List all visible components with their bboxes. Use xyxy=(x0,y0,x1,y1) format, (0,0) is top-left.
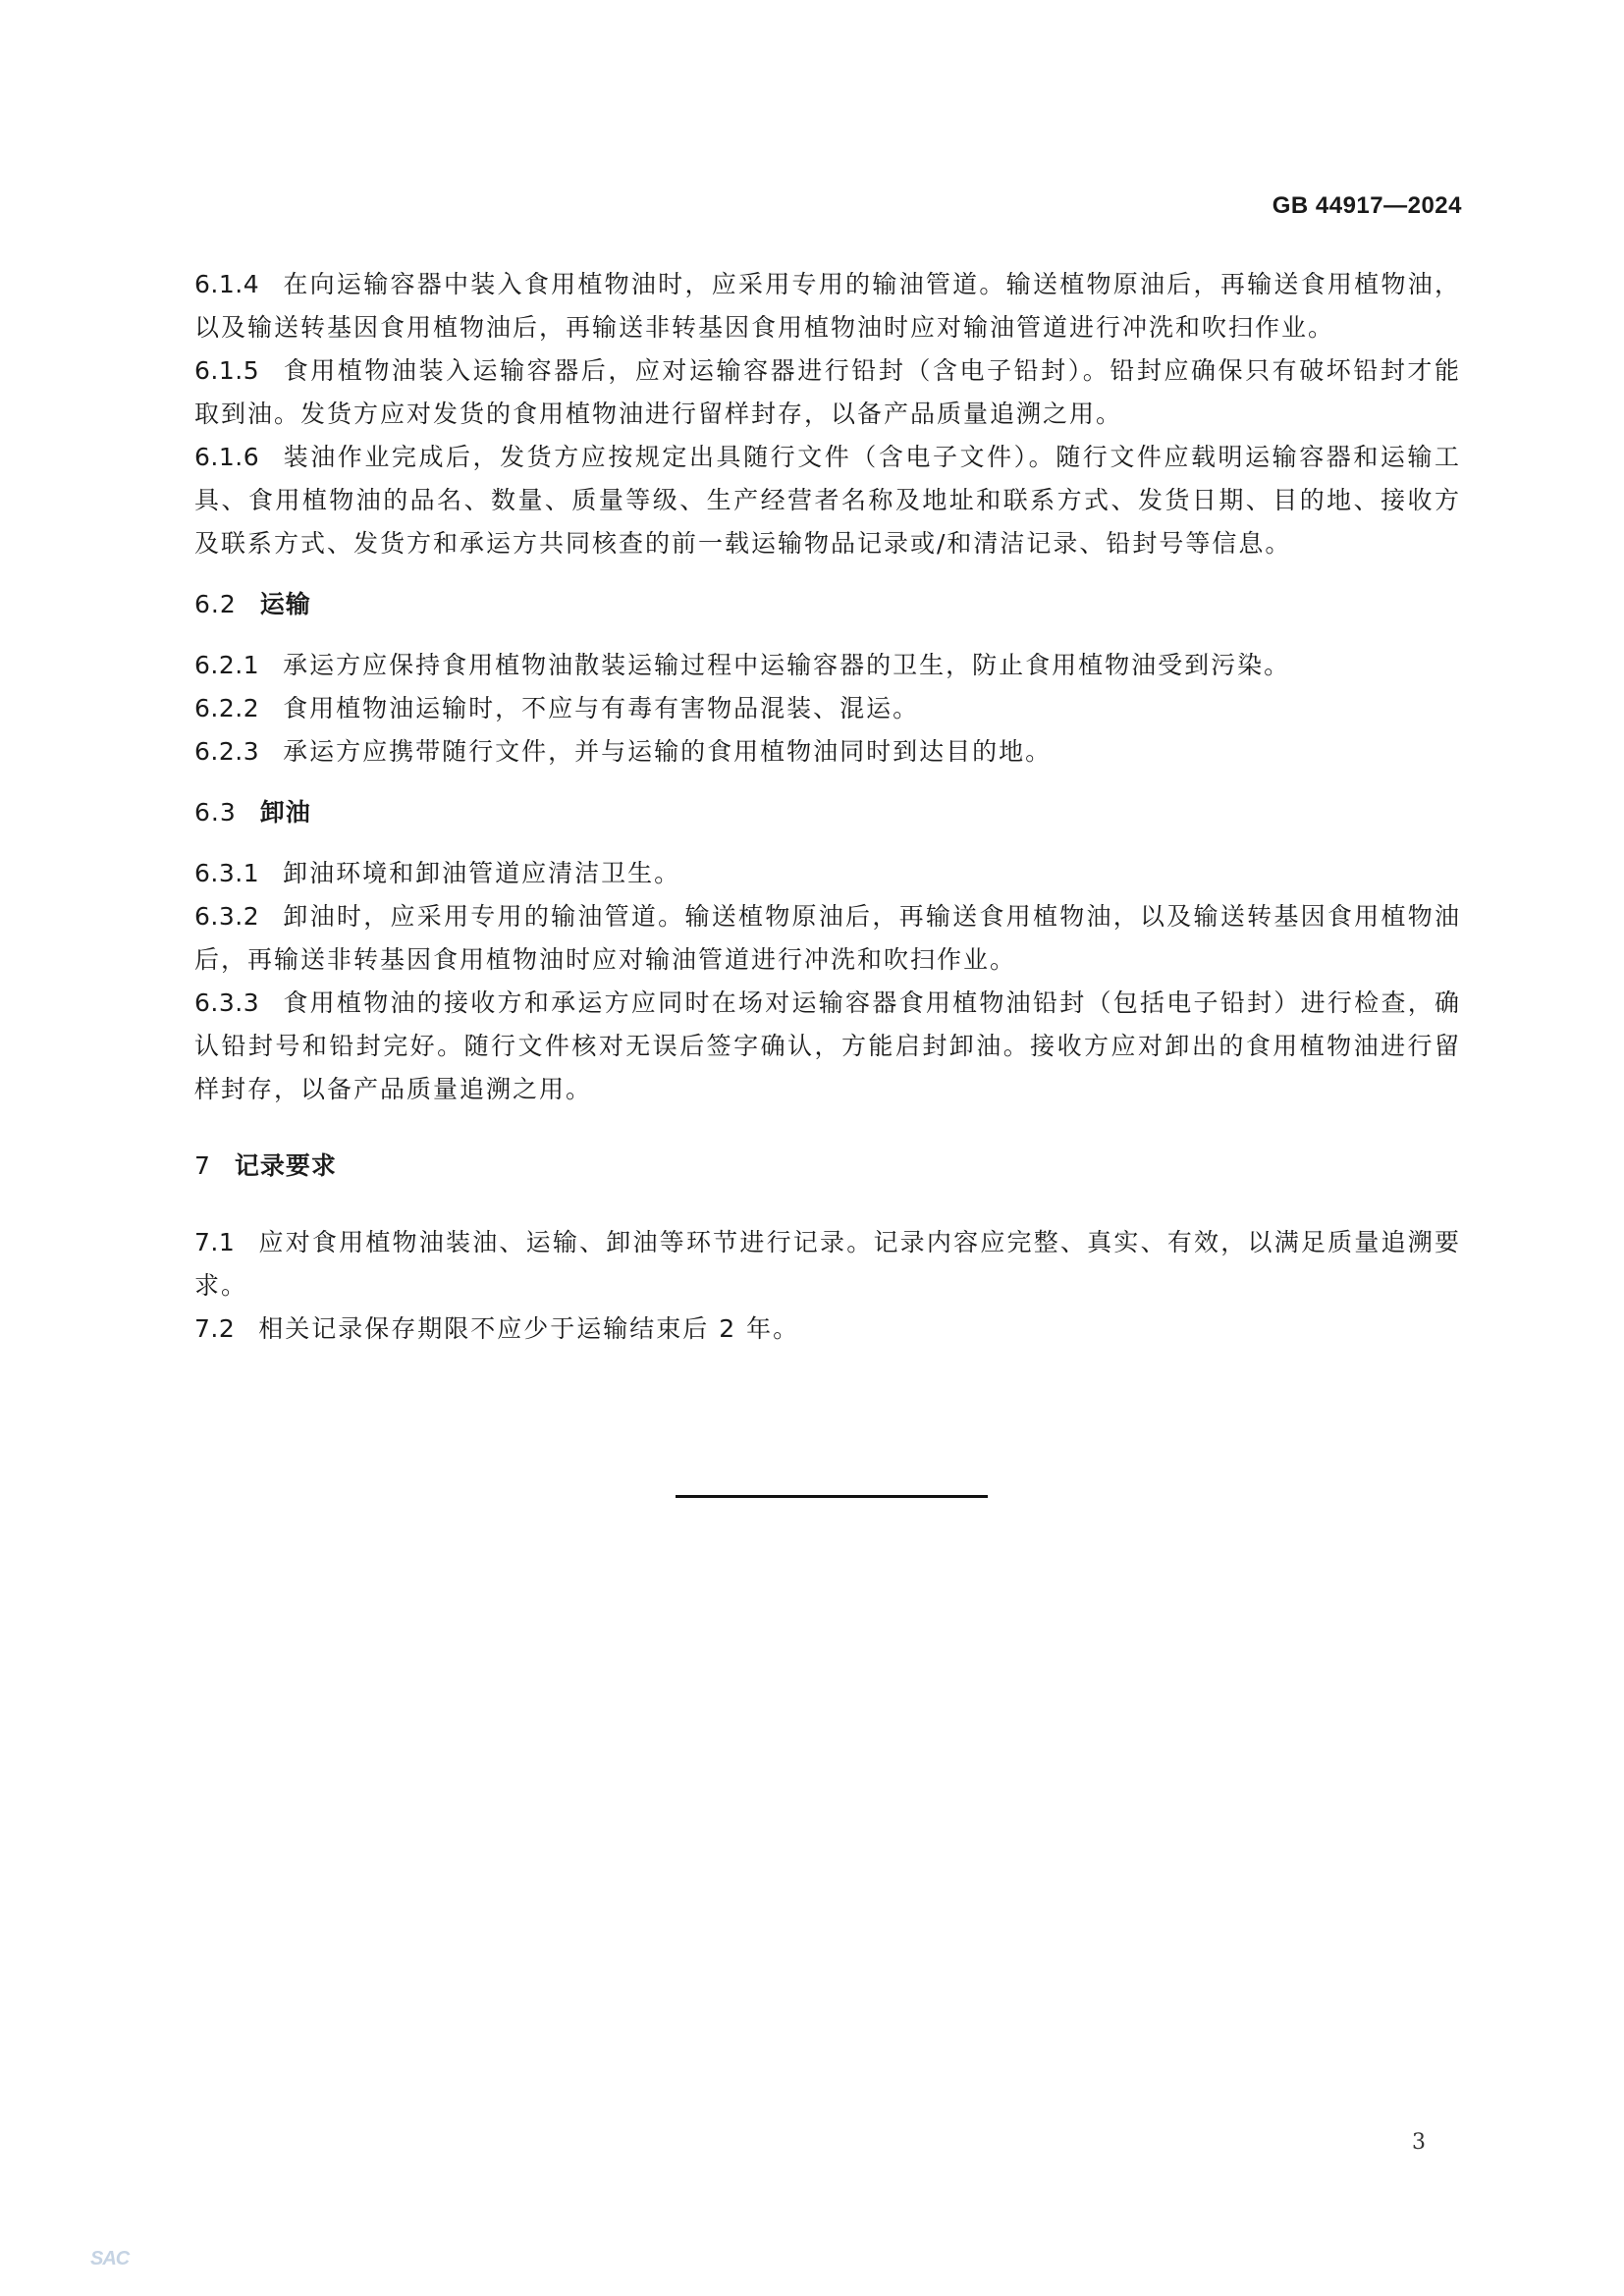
clause-6-3-2 xyxy=(194,895,1461,982)
clause-text: 装油作业完成后，发货方应按规定出具随行文件（含电子文件）。随行文件应载明运输容器和运输工具、食用植物油的品名、数量、质量等级、生产经营者名称及地址和联系方式、发货日期、目的地、接收方及联系方式、发货方和承运方共同核查的前一载运输物品记录或/和清洁记录、铅封号等信息。 xyxy=(194,443,1461,558)
clause-7-2 xyxy=(194,1308,1461,1351)
clause-text: 食用植物油的接收方和承运方应同时在场对运输容器食用植物油铅封（包括电子铅封）进行检查，确认铅封号和铅封完好。随行文件核对无误后签字确认，方能启封卸油。接收方应对卸出的食用植物油进行留样封存，以备产品质量追溯之用。 xyxy=(194,988,1461,1103)
clause-6-3-1 xyxy=(194,852,1461,895)
clause-text: 卸油环境和卸油管道应清洁卫生。 xyxy=(283,859,681,887)
section-heading-7 xyxy=(194,1145,1461,1188)
clause-number: 6.1.6 xyxy=(194,443,260,471)
clause-6-1-6 xyxy=(194,436,1461,565)
clause-6-2-3 xyxy=(194,730,1461,774)
clause-text: 承运方应携带随行文件，并与运输的食用植物油同时到达目的地。 xyxy=(283,737,1053,766)
clause-7-1 xyxy=(194,1221,1461,1308)
section-number: 6.3 xyxy=(194,798,237,827)
document-body xyxy=(194,263,1461,1351)
clause-text: 相关记录保存期限不应少于运输结束后 2 年。 xyxy=(258,1314,800,1343)
page-number: 3 xyxy=(1412,2130,1426,2155)
clause-6-3-3 xyxy=(194,982,1461,1111)
section-title: 记录要求 xyxy=(234,1151,337,1180)
section-title: 卸油 xyxy=(259,798,311,827)
section-title: 运输 xyxy=(259,590,311,618)
section-heading-6-2 xyxy=(194,583,1461,626)
clause-6-1-4 xyxy=(194,263,1461,349)
standard-code: GB 44917—2024 xyxy=(1272,192,1462,219)
end-of-document-line xyxy=(676,1495,988,1498)
section-number: 7 xyxy=(194,1151,211,1180)
clause-number: 6.3.1 xyxy=(194,859,260,887)
clause-text: 食用植物油运输时，不应与有毒有害物品混装、混运。 xyxy=(283,694,920,722)
clause-number: 6.3.3 xyxy=(194,988,260,1017)
sac-logo: SAC xyxy=(90,2248,130,2269)
clause-number: 7.2 xyxy=(194,1314,236,1343)
clause-number: 6.1.5 xyxy=(194,356,260,385)
clause-6-2-2 xyxy=(194,687,1461,730)
clause-number: 6.2.3 xyxy=(194,737,260,766)
clause-number: 7.1 xyxy=(194,1228,236,1256)
section-number: 6.2 xyxy=(194,590,237,618)
clause-text: 卸油时，应采用专用的输油管道。输送植物原油后，再输送食用植物油，以及输送转基因食用植物油后，再输送非转基因食用植物油时应对输油管道进行冲洗和吹扫作业。 xyxy=(194,902,1461,974)
clause-text: 在向运输容器中装入食用植物油时，应采用专用的输油管道。输送植物原油后，再输送食用植物油，以及输送转基因食用植物油后，再输送非转基因食用植物油时应对输油管道进行冲洗和吹扫作业。 xyxy=(194,270,1461,342)
clause-number: 6.2.1 xyxy=(194,651,260,679)
clause-6-1-5 xyxy=(194,349,1461,436)
section-heading-6-3 xyxy=(194,791,1461,834)
clause-number: 6.3.2 xyxy=(194,902,260,931)
clause-number: 6.2.2 xyxy=(194,694,260,722)
clause-number: 6.1.4 xyxy=(194,270,260,298)
clause-text: 食用植物油装入运输容器后，应对运输容器进行铅封（含电子铅封）。铅封应确保只有破坏铅封才能取到油。发货方应对发货的食用植物油进行留样封存，以备产品质量追溯之用。 xyxy=(194,356,1461,428)
clause-text: 承运方应保持食用植物油散装运输过程中运输容器的卫生，防止食用植物油受到污染。 xyxy=(283,651,1291,679)
clause-text: 应对食用植物油装油、运输、卸油等环节进行记录。记录内容应完整、真实、有效，以满足质量追溯要求。 xyxy=(194,1228,1461,1300)
clause-6-2-1 xyxy=(194,644,1461,687)
